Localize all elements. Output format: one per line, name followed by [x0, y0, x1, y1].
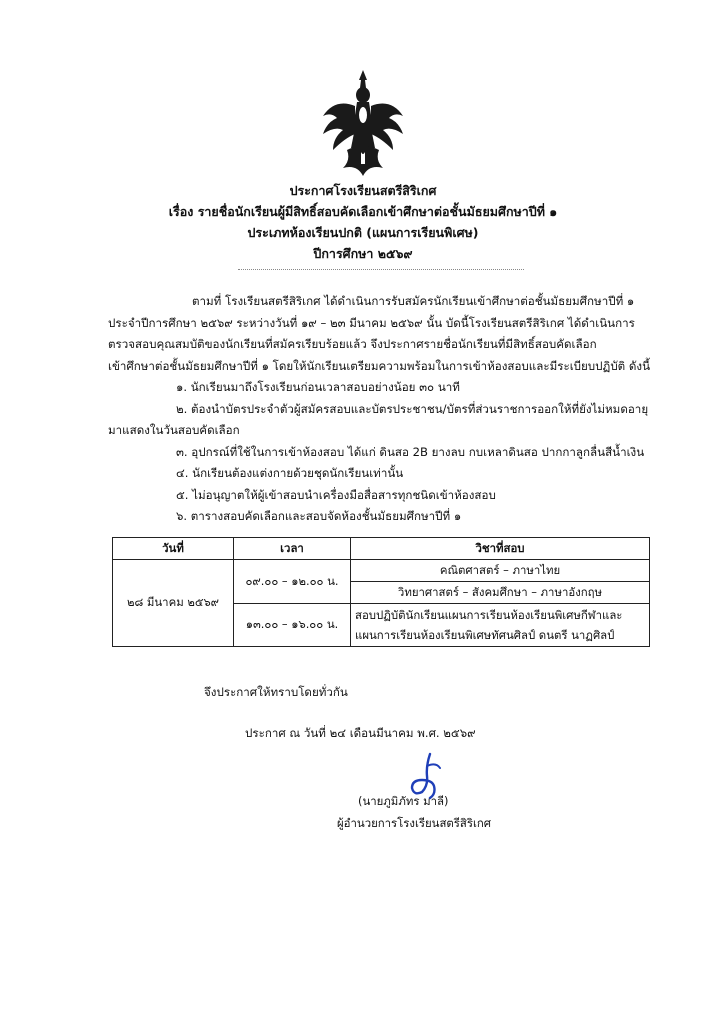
signer-position: ผู้อำนวยการโรงเรียนสตรีสิริเกศ [337, 816, 492, 830]
header-time: เวลา [234, 538, 351, 560]
afternoon-time-cell: ๑๓.๐๐ – ๑๖.๐๐ น. [234, 604, 351, 647]
exam-schedule-table [112, 537, 650, 647]
announcement-subject: เรื่อง รายชื่อนักเรียนผู้มีสิทธิ์สอบคัดเลือกเข้าศึกษาต่อชั้นมัธยมศึกษาปีที่ ๑ [168, 204, 558, 219]
announcement-body [108, 291, 664, 528]
paragraph-line: ตามที่ โรงเรียนสตรีสิริเกศ ได้ดำเนินการรับสมัครนักเรียนเข้าศึกษาต่อชั้นมัธยมศึกษาปีที่ ๑ [192, 294, 635, 308]
subject-cell: วิทยาศาสตร์ – สังคมศึกษา – ภาษาอังกฤษ [351, 582, 650, 604]
table-row [113, 560, 650, 582]
rule-item: ๔. นักเรียนต้องแต่งกายด้วยชุดนักเรียนเท่านั้น [176, 466, 404, 480]
table-header-row [113, 538, 650, 560]
morning-time-cell: ๐๙.๐๐ – ๑๒.๐๐ น. [234, 560, 351, 604]
header-date: วันที่ [113, 538, 234, 560]
rule-item: ๓. อุปกรณ์ที่ใช้ในการเข้าห้องสอบ ได้แก่ ดินสอ 2B ยางลบ กบเหลาดินสอ ปากกาลูกลื่นสีน้ำเงิน [176, 444, 645, 459]
rule-item: ๑. นักเรียนมาถึงโรงเรียนก่อนเวลาสอบอย่างน้อย ๓๐ นาที [176, 380, 460, 394]
rule-item: ๕. ไม่อนุญาตให้ผู้เข้าสอบนำเครื่องมือสื่อสารทุกชนิดเข้าห้องสอบ [176, 487, 496, 502]
announcement-org: ประกาศโรงเรียนสตรีสิริเกศ [289, 183, 437, 198]
announcement-year: ปีการศึกษา ๒๕๖๙ [313, 246, 413, 261]
subject-cell [351, 604, 650, 647]
exam-date-cell: ๒๘ มีนาคม ๒๕๖๙ [113, 560, 234, 647]
title-divider [238, 269, 524, 270]
announcement-date: ประกาศ ณ วันที่ ๒๔ เดือนมีนาคม พ.ศ. ๒๕๖๙ [245, 726, 476, 740]
subject-cell: คณิตศาสตร์ – ภาษาไทย [351, 560, 650, 582]
signer-name: (นายภูมิภัทร มาลี) [358, 794, 449, 808]
rule-item: ๒. ต้องนำบัตรประจำตัวผู้สมัครสอบและบัตรประชาชน/บัตรที่ส่วนราชการออกให้ที่ยังไม่หมดอายุ [176, 401, 649, 416]
garuda-emblem-icon [317, 68, 409, 178]
header-subject: วิชาที่สอบ [351, 538, 650, 560]
rule-item: ๖. ตารางสอบคัดเลือกและสอบจัดห้องชั้นมัธยมศึกษาปีที่ ๑ [176, 509, 462, 523]
closing-statement: จึงประกาศให้ทราบโดยทั่วกัน [204, 685, 348, 699]
title-block [0, 180, 726, 264]
subject-line: สอบปฏิบัตินักเรียนแผนการเรียนห้องเรียนพิเศษกีฬาและ [355, 608, 623, 622]
paragraph-line: ตรวจสอบคุณสมบัติของนักเรียนที่สมัครเรียบร้อยแล้ว จึงประกาศรายชื่อนักเรียนที่มีสิทธิ์สอบคัดเลือก [108, 337, 597, 351]
subject-line: แผนการเรียนห้องเรียนพิเศษทัศนศิลป์ ดนตรี นาฏศิลป์ [355, 628, 615, 642]
paragraph-line: ประจำปีการศึกษา ๒๕๖๙ ระหว่างวันที่ ๑๙ – ๒๓ มีนาคม ๒๕๖๙ นั้น บัดนี้โรงเรียนสตรีสิริเกศ ได้ดำเนินการ [108, 315, 635, 330]
paragraph-line: เข้าศึกษาต่อชั้นมัธยมศึกษาปีที่ ๑ โดยให้นักเรียนเตรียมความพร้อมในการเข้าห้องสอบและมีระเบียบปฏิบัติ ดังนี้ [108, 358, 651, 373]
announcement-type: ประเภทห้องเรียนปกติ (แผนการเรียนพิเศษ) [247, 225, 479, 240]
rule-item-continuation: มาแสดงในวันสอบคัดเลือก [108, 423, 240, 437]
